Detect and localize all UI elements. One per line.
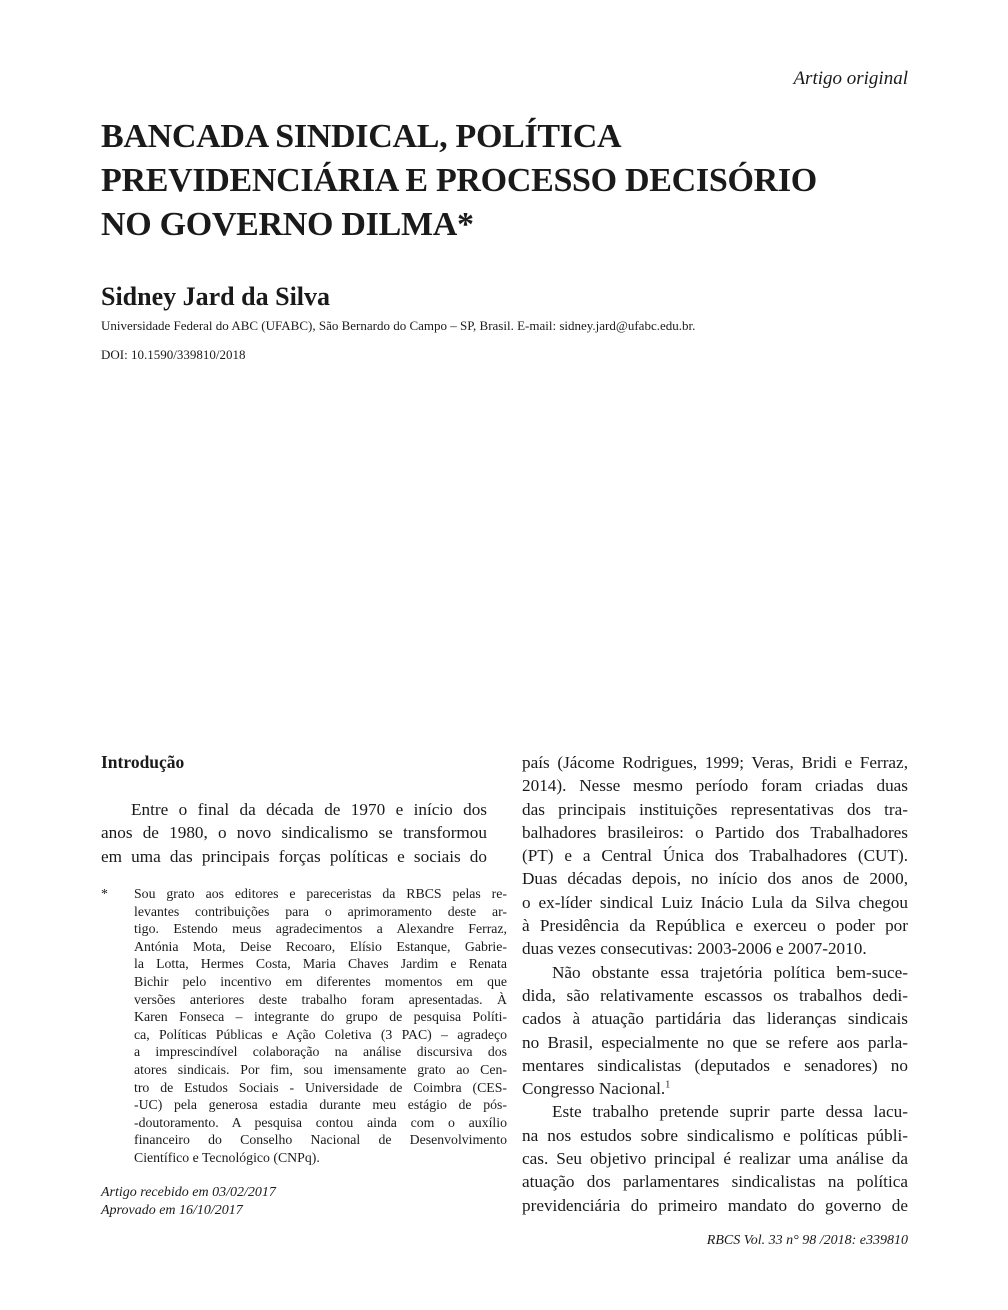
text-line: Duas décadas depois, no início dos anos de 2000, (522, 869, 908, 889)
text-line: Não obstante essa trajetória política bem-suce- (552, 962, 908, 982)
text-line: duas vezes consecutivas: 2003-2006 e 2007-2010. (522, 939, 867, 959)
footnote-line: -doutoramento. A pesquisa contou ainda com o auxílio (134, 1114, 507, 1130)
author-affiliation: Universidade Federal do ABC (UFABC), São Bernardo do Campo – SP, Brasil. E-mail: sidney.jard@ufabc.edu.br. (101, 318, 696, 333)
text-fragment: Congresso Nacional. (522, 1079, 666, 1099)
footnote-line: versões anteriores deste trabalho foram apresentadas. À (134, 991, 507, 1007)
footnote-line: atores sindicais. Por fim, sou imensamente grato ao Cen- (134, 1061, 507, 1077)
text-line: previdenciária do primeiro mandato do governo de (522, 1195, 908, 1215)
text-line: no Brasil, especialmente no que se refere aos parla- (522, 1032, 908, 1052)
text-line: 2014). Nesse mesmo período foram criadas duas (522, 776, 908, 796)
text-line: anos de 1980, o novo sindicalismo se transformou (101, 823, 487, 843)
section-label: Artigo original (793, 68, 908, 89)
footnote-line: -UC) pela generosa estadia durante meu estágio de pós- (134, 1097, 507, 1113)
approved-date: Aprovado em 16/10/2017 (101, 1203, 243, 1218)
text-line: balhadores brasileiros: o Partido dos Trabalhadores (522, 822, 908, 842)
text-line: à Presidência da República e exerceu o poder por (522, 916, 908, 936)
title-line: PREVIDENCIÁRIA E PROCESSO DECISÓRIO (101, 162, 817, 199)
article-dates (101, 1184, 276, 1220)
text-line: (PT) e a Central Única dos Trabalhadores (CUT). (522, 846, 908, 866)
text-line-with-note (522, 1077, 908, 1100)
footnote-ref[interactable]: 1 (665, 1079, 671, 1091)
text-line: Este trabalho pretende suprir parte dessa lacu- (552, 1102, 908, 1122)
section-heading: Introdução (101, 752, 185, 772)
text-line: cas. Seu objetivo principal é realizar uma análise da (522, 1149, 908, 1169)
author-name: Sidney Jard da Silva (101, 282, 331, 311)
text-line: país (Jácome Rodrigues, 1999; Veras, Bridi e Ferraz, (522, 753, 908, 772)
footnote-line: tigo. Estendo meus agradecimentos a Alexandre Ferraz, (134, 921, 507, 937)
footnote-line: Científico e Tecnológico (CNPq). (134, 1149, 320, 1165)
footnote-line: tro de Estudos Sociais - Universidade de Coimbra (CES- (134, 1079, 507, 1095)
footnote-line: a imprescindível colaboração na análise discursiva dos (134, 1044, 507, 1060)
footnote-line: Sou grato aos editores e pareceristas da RBCS pelas re- (134, 886, 507, 901)
text-line: na nos estudos sobre sindicalismo e políticas públi- (522, 1125, 908, 1145)
received-date: Artigo recebido em 03/02/2017 (101, 1185, 276, 1200)
doi: DOI: 10.1590/339810/2018 (101, 347, 246, 362)
footnote-line: ca, Políticas Públicas e Ação Coletiva (3 PAC) – agradeço (134, 1026, 507, 1042)
footnote-line: Karen Fonseca – integrante do grupo de pesquisa Políti- (134, 1009, 507, 1025)
text-line: dida, são relativamente escassos os trabalhos dedi- (522, 985, 908, 1005)
text-line: das principais instituições representativas dos tra- (522, 799, 908, 819)
text-line: atuação dos parlamentares sindicalistas na política (522, 1172, 908, 1192)
title-line: BANCADA SINDICAL, POLÍTICA (101, 118, 622, 155)
text-line: o ex-líder sindical Luiz Inácio Lula da Silva chegou (522, 892, 908, 912)
right-column-text (522, 751, 908, 1217)
footnote-line: la Lotta, Hermes Costa, Maria Chaves Jardim e Renata (134, 956, 507, 972)
footnote-line: financeiro do Conselho Nacional de Desenvolvimento (134, 1132, 507, 1148)
article-title (101, 115, 901, 247)
left-column-text (101, 798, 487, 868)
text-line: Entre o final da década de 1970 e início dos (131, 800, 487, 819)
text-line: em uma das principais forças políticas e sociais do (101, 846, 487, 866)
footnote-line: levantes contribuições para o aprimoramento deste ar- (134, 903, 507, 919)
footnote-marker: * (101, 886, 108, 901)
title-line: NO GOVERNO DILMA* (101, 206, 474, 243)
footnote-line: Bichir pelo incentivo em diferentes momentos em que (134, 973, 507, 989)
text-line: cados à atuação partidária das lideranças sindicais (522, 1009, 908, 1029)
page-footer-citation: RBCS Vol. 33 n° 98 /2018: e339810 (706, 1233, 908, 1248)
text-line: mentares sindicalistas (deputados e senadores) no (522, 1055, 908, 1075)
footnote-line: Antónia Mota, Deise Recoaro, Elísio Estanque, Gabrie- (134, 938, 507, 954)
footnote-text (134, 885, 507, 1167)
